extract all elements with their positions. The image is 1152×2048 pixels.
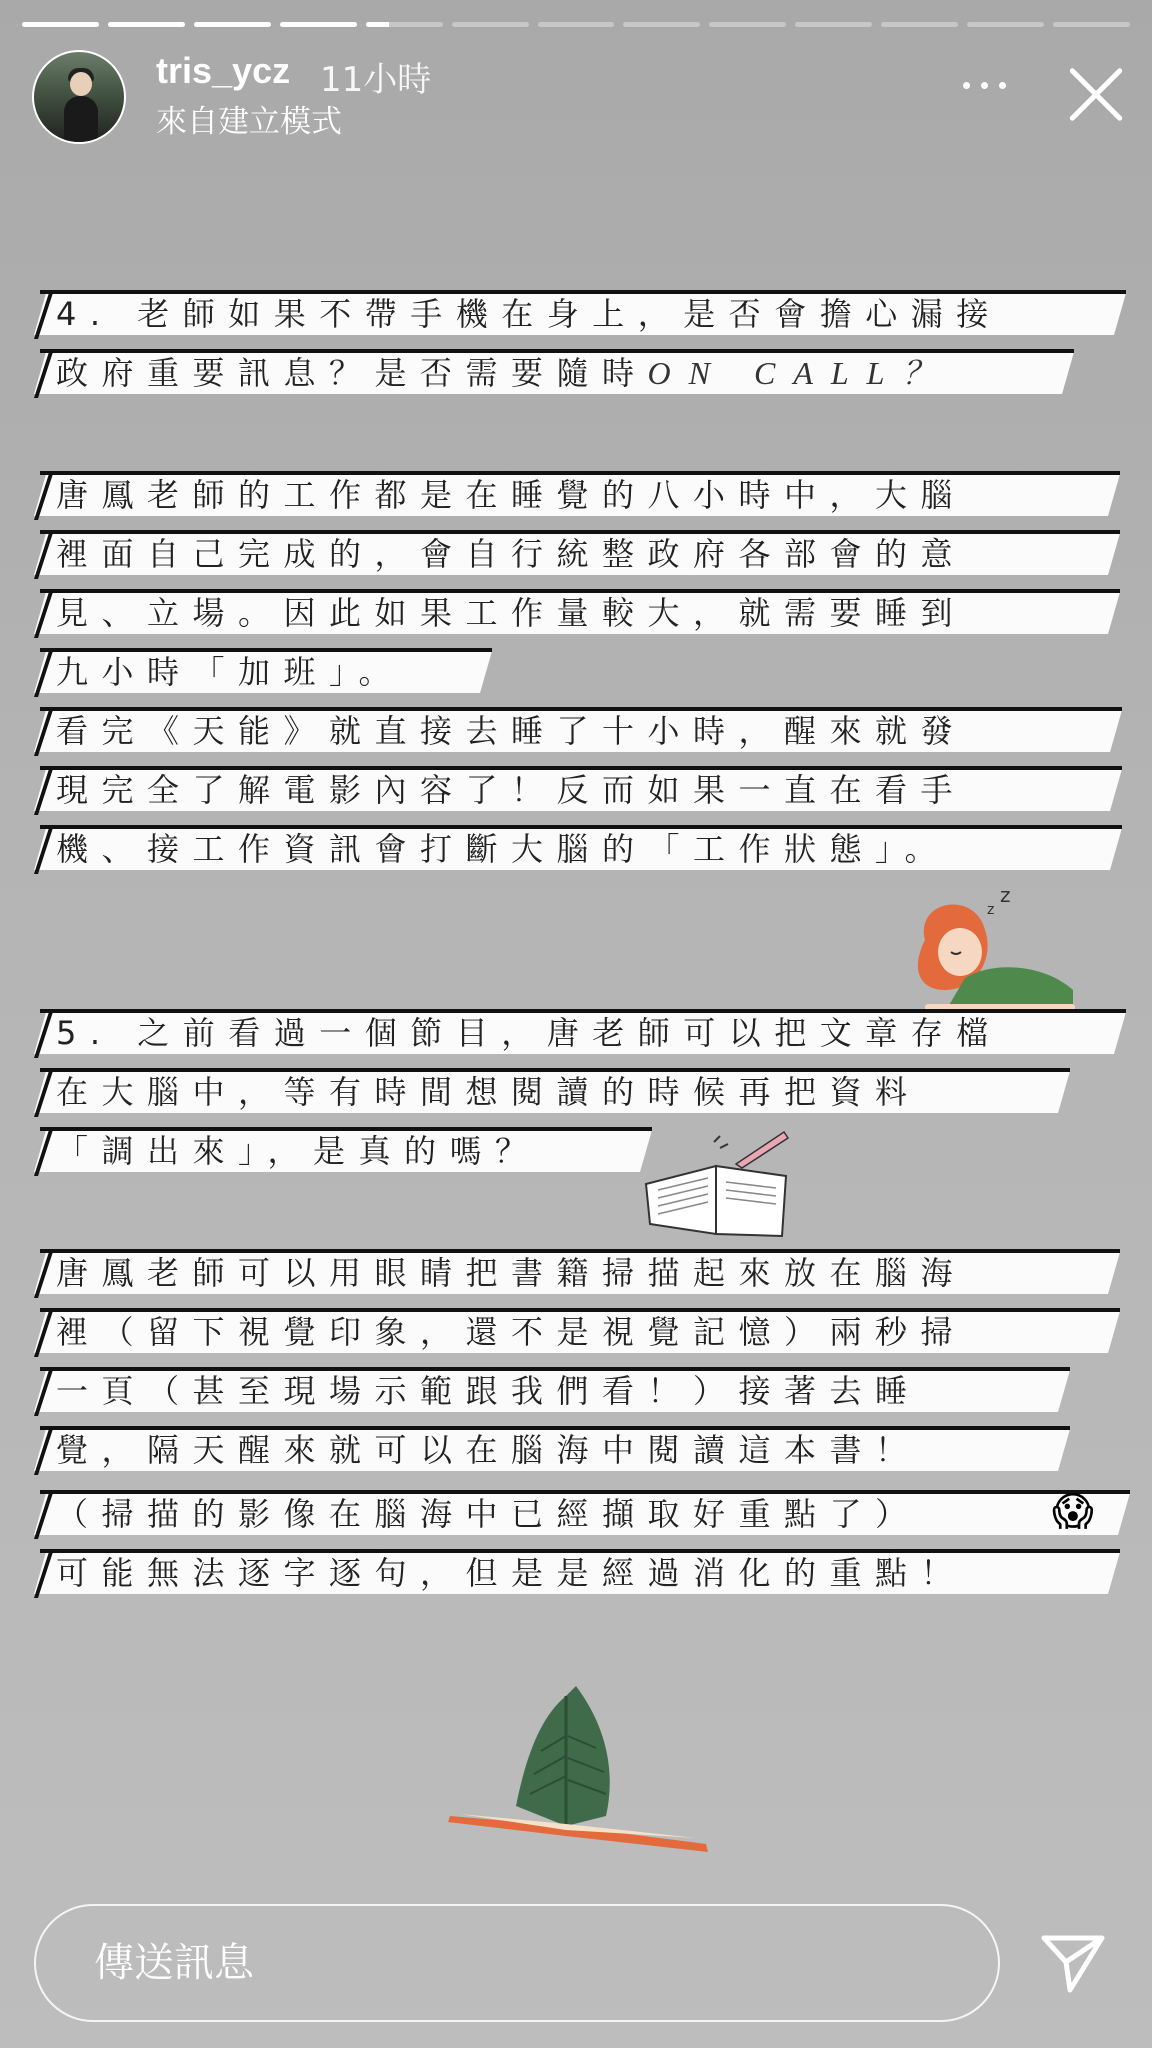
strip-text: 現完全了解電影內容了！反而如果一直在看手: [56, 771, 967, 809]
text-strip: [34, 1012, 1126, 1054]
text-strip: [34, 1552, 1120, 1594]
progress-segment: [280, 22, 357, 27]
text-strip: [34, 1071, 1070, 1113]
strip-text: 見、立場。因此如果工作量較大，就需要睡到: [56, 594, 967, 632]
strip-text: 唐鳳老師的工作都是在睡覺的八小時中，大腦: [56, 476, 967, 514]
text-strip: [34, 1311, 1120, 1353]
progress-segment: [366, 22, 443, 27]
strip-text: 機、接工作資訊會打斷大腦的「工作狀態」。: [56, 830, 951, 868]
strip-text: 在大腦中，等有時間想閱讀的時候再把資料: [56, 1073, 921, 1111]
text-strip: [34, 1130, 652, 1172]
text-strip: [34, 1370, 1070, 1412]
progress-segment: [22, 22, 99, 27]
text-strip: [34, 474, 1120, 516]
more-options-icon[interactable]: [955, 70, 1015, 100]
zzz-small: z: [987, 902, 995, 918]
close-icon[interactable]: [1066, 66, 1126, 126]
strip-text-main: 政府重要訊息？是否需要隨時: [56, 354, 648, 392]
progress-segment: [709, 22, 786, 27]
strip-text: 可能無法逐字逐句，但是是經過消化的重點！: [56, 1554, 967, 1592]
text-strip: [34, 710, 1122, 752]
progress-segment: [881, 22, 958, 27]
strip-text: 裡（留下視覺印象，還不是視覺記憶）兩秒掃: [56, 1313, 967, 1351]
strip-text: 覺，隔天醒來就可以在腦海中閱讀這本書！: [56, 1431, 921, 1469]
progress-fill: [366, 22, 389, 27]
progress-fill: [194, 22, 271, 27]
time-ago: 11小時: [320, 60, 432, 100]
progress-segment: [108, 22, 185, 27]
strip-text: 九小時「加班」。: [56, 653, 405, 691]
screaming-face-emoji: 😱: [1052, 1489, 1094, 1535]
text-strip: [34, 1252, 1120, 1294]
text-strip: [34, 592, 1120, 634]
strip-text: 一頁（甚至現場示範跟我們看！）接著去睡: [56, 1372, 921, 1410]
text-strip: [34, 651, 492, 693]
text-strip: [34, 1489, 1130, 1535]
text-strip: [34, 352, 1074, 394]
strip-text: 看完《天能》就直接去睡了十小時，醒來就發: [56, 712, 967, 750]
progress-segment: [194, 22, 271, 27]
strip-text: 裡面自己完成的，會自行統整政府各部會的意: [56, 535, 967, 573]
strip-text: 「調出來」，是真的嗎？: [56, 1132, 541, 1170]
progress-fill: [22, 22, 99, 27]
progress-segment: [623, 22, 700, 27]
message-input[interactable]: [34, 1904, 1000, 2022]
username[interactable]: tris_ycz: [156, 50, 291, 91]
open-book-illustration: [636, 1124, 806, 1244]
strip-text: （掃描的影像在腦海中已經擷取好重點了）: [56, 1495, 921, 1533]
text-strip: [34, 828, 1122, 870]
message-placeholder: 傳送訊息: [94, 1940, 254, 1986]
progress-segment: [1053, 22, 1130, 27]
progress-segment: [538, 22, 615, 27]
on-call-text: ON CALL？: [647, 355, 953, 391]
progress-segment: [795, 22, 872, 27]
strip-text: 4. 老師如果不帶手機在身上，是否會擔心漏接: [56, 295, 1002, 333]
avatar-head: [70, 72, 92, 96]
avatar-body: [64, 96, 98, 144]
story-progress-bar: [22, 22, 1130, 27]
strip-text: 唐鳳老師可以用眼睛把書籍掃描起來放在腦海: [56, 1254, 967, 1292]
progress-segment: [452, 22, 529, 27]
text-strip: [34, 533, 1120, 575]
strip-text: 5. 之前看過一個節目，唐老師可以把文章存檔: [56, 1014, 1002, 1052]
strip-text: [56, 352, 952, 394]
text-strip: [34, 293, 1126, 335]
sleeping-girl-illustration: [905, 880, 1085, 1020]
send-icon[interactable]: [1040, 1932, 1106, 1994]
book-with-leaf-illustration: [446, 1676, 716, 1856]
progress-segment: [967, 22, 1044, 27]
text-strip: [34, 1429, 1070, 1471]
progress-fill: [108, 22, 185, 27]
text-strip: [34, 769, 1122, 811]
zzz-large: z: [1000, 883, 1011, 907]
avatar[interactable]: [32, 50, 126, 144]
story-subtitle[interactable]: 來自建立模式: [156, 104, 342, 140]
progress-fill: [280, 22, 357, 27]
